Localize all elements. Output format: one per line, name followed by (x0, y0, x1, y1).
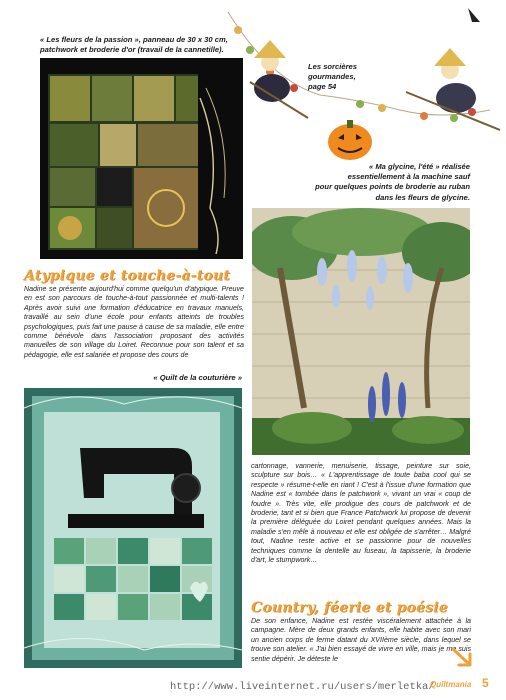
caption-glycine-line: « Ma glycine, l'été » réalisée (368, 162, 470, 171)
caption-glycine (260, 162, 470, 203)
caption-sorcieres-line: gourmandes, (308, 72, 356, 81)
section-heading-atypique: Atypique et touche-à-tout (24, 268, 231, 284)
photo-quilt-de-la-couturiere (24, 388, 242, 668)
paragraph-apprentissage-text: cartonnage, vannerie, menuiserie, tissage, peinture sur soie, sculpture sur bois… « L'apprentissage de toute baba cool qui se respecte » résume-t-elle en riant ! C'est à l'issue d'une formation que Nadine est « tombée dans le patchwork », vivant un vrai « coup de foudre ». Très vite, elle prodigue des cours de patchwork et de broderie, tant et si bien que France Patchwork lui propose de devenir la première déléguée du Loiret pendant quelques années. Mais la maladie s'en mêle à nouveau et elle est obligée de s'arrêter… Malgré tout, Nadine reste active et se passionne pour de nouvelles techniques comme la dentelle au fuseau, la tapisserie, la broderie d'art, le stumpwork… (251, 462, 471, 565)
sewing-machine-quilt-illustration (24, 388, 242, 668)
paragraph-apprentissage (251, 462, 471, 565)
caption-sorcieres-line: Les sorcières (308, 62, 357, 71)
paragraph-country-text: De son enfance, Nadine est restée viscéralement attachée à la campagne. Mère de deux grands enfants, elle habite avec son mari un ancien corps de ferme datant du XVIIème siècle, dans lequel se trouve son atelier. « J'ai bien essayé de vivre en ville, mais je me suis sentie dépérir. Je déteste le (251, 617, 471, 663)
caption-passion: « Les fleurs de la passion », panneau de 30 x 30 cm, patchwork et broderie d'or (travail de la cannetille). (40, 35, 228, 54)
footer-url[interactable]: http://www.liveinternet.ru/users/merletka/ (170, 681, 435, 693)
paragraph-country (251, 617, 471, 664)
caption-glycine-line: essentiellement à la machine sauf (347, 172, 470, 182)
page-number: 5 (482, 676, 489, 690)
caption-sorcieres-line: page 54 (308, 82, 337, 91)
caption-glycine-line: dans les fleurs de glycine. (375, 192, 470, 202)
photo-ma-glycine (252, 208, 470, 455)
caption-glycine-line: pour quelques points de broderie au ruban (315, 182, 470, 192)
glycine-quilt-illustration (252, 208, 470, 455)
caption-quilt-couturiere: « Quilt de la couturière » (153, 373, 242, 382)
section-heading-country: Country, féerie et poésie (251, 600, 448, 616)
arrow-svg (450, 646, 474, 668)
magazine-logo: Quiltmania (430, 680, 472, 689)
caption-sorcieres (308, 62, 388, 92)
next-page-arrow-icon (450, 646, 474, 668)
paragraph-atypique (24, 285, 244, 360)
paragraph-atypique-text: Nadine se présente aujourd'hui comme quelqu'un d'atypique. Preuve en est son parcours de touche-à-tout passionnée et multi-talents ! Après avoir suivi une formation d'éducatrice en travaux manuels, travaillé au sein d'une école pour enfants atteints de troubles psychologiques, puis fait une pause à cause de sa maladie, elle entre comme bénévole dans l'association proposant des activités manuelles de son village du Loiret. Reconnue pour son talent et sa pédagogie, elle est salariée et propose des cours de (24, 285, 244, 359)
